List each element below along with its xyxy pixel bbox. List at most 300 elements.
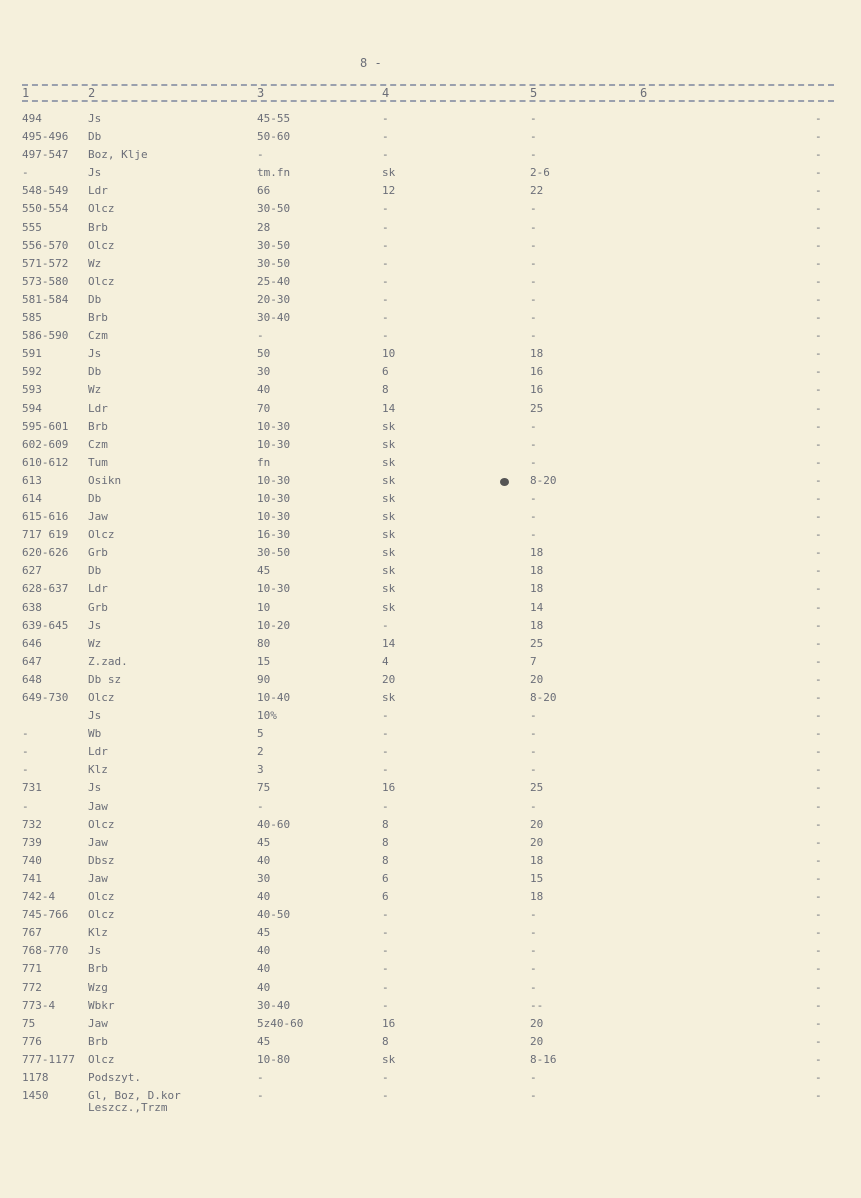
cell-c6: -	[815, 1070, 822, 1084]
cell-c6: -	[815, 329, 822, 343]
cell-c2: Js	[88, 112, 102, 125]
page-number: 8 -	[360, 56, 382, 70]
cell-c6: -	[815, 491, 822, 505]
cell-c2: Olcz	[88, 238, 115, 252]
cell-c3: 10-40	[257, 691, 291, 704]
cell-c6: -	[815, 401, 822, 415]
cell-c2: Brb	[88, 1034, 108, 1048]
cell-c6: -	[815, 1034, 822, 1048]
cell-c3: 30-50	[257, 202, 291, 216]
cell-c5: --	[530, 998, 544, 1012]
cell-c4: -	[382, 130, 389, 144]
table-row	[0, 200, 861, 218]
cell-c6: -	[815, 618, 822, 632]
cell-c4: sk	[382, 546, 396, 560]
table-row	[0, 327, 861, 345]
cell-c5: 25	[530, 636, 544, 650]
table-row	[0, 273, 861, 291]
cell-c3: -	[257, 329, 264, 343]
cell-c3: 90	[257, 672, 271, 686]
table-row	[0, 924, 861, 942]
cell-c6: -	[815, 944, 822, 958]
cell-c3: 10-30	[257, 473, 291, 487]
table-row	[0, 508, 861, 526]
cell-c1: 75	[22, 1016, 36, 1030]
table-row	[0, 345, 861, 363]
cell-c3: 25-40	[257, 274, 291, 288]
cell-c4: 14	[382, 636, 396, 650]
table-row	[0, 743, 861, 761]
cell-c4: sk	[382, 582, 396, 596]
cell-c1: 573-580	[22, 274, 69, 288]
cell-c2: Olcz	[88, 528, 115, 542]
cell-c5: -	[530, 926, 537, 940]
table-row	[0, 761, 861, 779]
cell-c1: 550-554	[22, 202, 69, 216]
table-row	[0, 1015, 861, 1033]
cell-c5: 18	[530, 853, 544, 867]
cell-c1: 767	[22, 926, 42, 940]
cell-c6: -	[815, 962, 822, 976]
cell-c5: -	[530, 274, 537, 288]
cell-c5: -	[530, 962, 537, 976]
cell-c6: -	[815, 419, 822, 433]
cell-c1: 494	[22, 112, 42, 125]
cell-c4: sk	[382, 564, 396, 578]
cell-c1: 649-730	[22, 691, 69, 704]
cell-c6: -	[815, 853, 822, 867]
cell-c4: 8	[382, 817, 389, 831]
cell-c5: -	[530, 510, 537, 524]
cell-c5: 18	[530, 546, 544, 560]
table-row	[0, 671, 861, 689]
cell-c3: 5	[257, 727, 264, 741]
cell-c5: -	[530, 238, 537, 252]
cell-c4: -	[382, 745, 389, 759]
cell-c5: 18	[530, 564, 544, 578]
cell-c4: sk	[382, 491, 396, 505]
cell-c2: Brb	[88, 220, 108, 234]
cell-c1: 741	[22, 871, 42, 885]
cell-c4: -	[382, 618, 389, 632]
cell-c5: 20	[530, 1034, 544, 1048]
cell-c5: -	[530, 528, 537, 542]
cell-c6: -	[815, 292, 822, 306]
cell-c5: 18	[530, 618, 544, 632]
cell-c5: -	[530, 256, 537, 270]
cell-c5: -	[530, 220, 537, 234]
cell-c3: fn	[257, 455, 271, 469]
cell-c2: Wz	[88, 383, 102, 397]
cell-c5: 20	[530, 672, 544, 686]
cell-c6: -	[815, 184, 822, 198]
table-row	[0, 599, 861, 617]
cell-c2: Ldr	[88, 184, 108, 198]
cell-c3: -	[257, 148, 264, 162]
cell-c2: Z.zad.	[88, 654, 128, 668]
cell-c5: -	[530, 727, 537, 741]
cell-c5: 16	[530, 383, 544, 397]
cell-c3: 10-30	[257, 491, 291, 505]
table-row	[0, 110, 861, 128]
cell-c4: -	[382, 112, 389, 125]
cell-c4: -	[382, 329, 389, 343]
cell-c5: 18	[530, 347, 544, 361]
cell-c5: 2-6	[530, 166, 550, 180]
cell-c6: -	[815, 564, 822, 578]
cell-c4: -	[382, 238, 389, 252]
cell-c1: 581-584	[22, 292, 69, 306]
cell-c5: -	[530, 311, 537, 325]
cell-c2: Brb	[88, 311, 108, 325]
cell-c6: -	[815, 817, 822, 831]
cell-c4: -	[382, 944, 389, 958]
cell-c4: -	[382, 311, 389, 325]
cell-c5: -	[530, 763, 537, 777]
cell-c1: 627	[22, 564, 42, 578]
cell-c4: sk	[382, 166, 396, 180]
cell-c5: 15	[530, 871, 544, 885]
table-row	[0, 997, 861, 1015]
cell-c2: Olcz	[88, 202, 115, 216]
cell-c2: Db	[88, 365, 102, 379]
cell-c5: -	[530, 1089, 537, 1103]
cell-c5: 18	[530, 890, 544, 904]
cell-c5: -	[530, 437, 537, 451]
cell-c1: 585	[22, 311, 42, 325]
cell-c2: Wzg	[88, 980, 108, 994]
cell-c4: 12	[382, 184, 396, 198]
table-row	[0, 309, 861, 327]
table-row	[0, 490, 861, 508]
cell-c4: 8	[382, 383, 389, 397]
cell-c2: Olcz	[88, 908, 115, 922]
cell-c4: -	[382, 926, 389, 940]
cell-c4: sk	[382, 455, 396, 469]
cell-c1: 592	[22, 365, 42, 379]
cell-c3: 75	[257, 781, 271, 795]
cell-c6: -	[815, 636, 822, 650]
cell-c1: 571-572	[22, 256, 69, 270]
cell-c3: 10-30	[257, 582, 291, 596]
cell-c5: 14	[530, 600, 544, 614]
cell-c2: Db	[88, 130, 102, 144]
column-header-3: 3	[257, 86, 265, 100]
cell-c1: 772	[22, 980, 42, 994]
cell-c3: 40-50	[257, 908, 291, 922]
cell-c2: Podszyt.	[88, 1070, 141, 1084]
cell-c3: 3	[257, 763, 264, 777]
cell-c2: Js	[88, 618, 102, 632]
cell-c4: -	[382, 1070, 389, 1084]
cell-c6: -	[815, 383, 822, 397]
cell-c1: 620-626	[22, 546, 69, 560]
cell-c5: 20	[530, 1016, 544, 1030]
cell-c5: -	[530, 202, 537, 216]
cell-c1: 717 619	[22, 528, 69, 542]
cell-c2	[88, 1090, 181, 1114]
cell-c6: -	[815, 202, 822, 216]
cell-c6: -	[815, 347, 822, 361]
cell-c3: 10-30	[257, 437, 291, 451]
table-row	[0, 834, 861, 852]
cell-c6: -	[815, 691, 822, 704]
cell-c2: Wz	[88, 636, 102, 650]
cell-c6: -	[815, 672, 822, 686]
cell-c2: Wz	[88, 256, 102, 270]
cell-c2: Wb	[88, 727, 102, 741]
cell-c6: -	[815, 654, 822, 668]
table-row	[0, 400, 861, 418]
cell-c3: 40	[257, 980, 271, 994]
table-row	[0, 291, 861, 309]
cell-c5: -	[530, 799, 537, 813]
cell-c5: 22	[530, 184, 544, 198]
cell-c3: 40	[257, 383, 271, 397]
cell-c1: 739	[22, 835, 42, 849]
cell-c1: 742-4	[22, 890, 56, 904]
cell-c3: -	[257, 1089, 264, 1103]
cell-c4: 8	[382, 853, 389, 867]
cell-c4: -	[382, 980, 389, 994]
cell-c1: 768-770	[22, 944, 69, 958]
cell-c2: Ldr	[88, 582, 108, 596]
cell-c3: -	[257, 799, 264, 813]
cell-c4: -	[382, 908, 389, 922]
cell-c2-line2: Leszcz.,Trzm	[88, 1101, 168, 1115]
table-row	[0, 635, 861, 653]
cell-c6: -	[815, 1052, 822, 1066]
cell-c1: 773-4	[22, 998, 56, 1012]
cell-c1: 594	[22, 401, 42, 415]
cell-c2: Jaw	[88, 799, 108, 813]
cell-c5: 25	[530, 781, 544, 795]
cell-c1: 495-496	[22, 130, 69, 144]
cell-c6: -	[815, 365, 822, 379]
cell-c2: Klz	[88, 763, 108, 777]
cell-c6: -	[815, 546, 822, 560]
table-row	[0, 653, 861, 671]
table-row	[0, 128, 861, 146]
cell-c3: 28	[257, 220, 271, 234]
column-header-2: 2	[88, 86, 96, 100]
cell-c6: -	[815, 1089, 822, 1103]
cell-c6: -	[815, 238, 822, 252]
cell-c2: Czm	[88, 329, 108, 343]
table-row	[0, 798, 861, 816]
cell-c5: -	[530, 908, 537, 922]
cell-c5: 20	[530, 835, 544, 849]
column-header-6: 6	[640, 86, 648, 100]
cell-c6: -	[815, 908, 822, 922]
cell-c3: 40	[257, 853, 271, 867]
cell-c2: Klz	[88, 926, 108, 940]
table-row	[0, 870, 861, 888]
table-row	[0, 580, 861, 598]
table-row	[0, 1069, 861, 1087]
cell-c6: -	[815, 799, 822, 813]
cell-c4: -	[382, 202, 389, 216]
cell-c4: sk	[382, 510, 396, 524]
cell-c2: Osikn	[88, 473, 122, 487]
cell-c6: -	[815, 763, 822, 777]
cell-c3: 16-30	[257, 528, 291, 542]
cell-c2: Js	[88, 347, 102, 361]
cell-c2: Js	[88, 781, 102, 795]
cell-c4: 16	[382, 781, 396, 795]
cell-c3: 20-30	[257, 292, 291, 306]
cell-c4: sk	[382, 473, 396, 487]
cell-c3: 2	[257, 745, 264, 759]
cell-c5: 25	[530, 401, 544, 415]
table-row	[0, 617, 861, 635]
cell-c5: 8-20	[530, 691, 557, 704]
table-row	[0, 454, 861, 472]
cell-c1: 593	[22, 383, 42, 397]
cell-c3: 45	[257, 835, 271, 849]
cell-c2: Db	[88, 292, 102, 306]
cell-c3: 30-50	[257, 238, 291, 252]
table-row	[0, 906, 861, 924]
cell-c6: -	[815, 582, 822, 596]
cell-c3: 40-60	[257, 817, 291, 831]
cell-c5: 7	[530, 654, 537, 668]
cell-c4: sk	[382, 600, 396, 614]
cell-c3: 45	[257, 926, 271, 940]
cell-c2: Db	[88, 491, 102, 505]
cell-c2: Jaw	[88, 1016, 108, 1030]
cell-c3: 15	[257, 654, 271, 668]
table-row	[0, 363, 861, 381]
cell-c1: 777-1177	[22, 1052, 75, 1066]
cell-c1: 745-766	[22, 908, 69, 922]
cell-c1: 602-609	[22, 437, 69, 451]
cell-c3: 66	[257, 184, 271, 198]
ink-blot	[500, 478, 509, 486]
cell-c2: Db sz	[88, 672, 122, 686]
cell-c6: -	[815, 980, 822, 994]
cell-c4: -	[382, 220, 389, 234]
cell-c3: 45	[257, 564, 271, 578]
cell-c6: -	[815, 437, 822, 451]
cell-c4: 14	[382, 401, 396, 415]
cell-c2: Olcz	[88, 691, 115, 704]
table-row	[0, 255, 861, 273]
cell-c4: 10	[382, 347, 396, 361]
table-row	[0, 436, 861, 454]
cell-c6: -	[815, 926, 822, 940]
cell-c4: 8	[382, 1034, 389, 1048]
cell-c6: -	[815, 455, 822, 469]
column-header-5: 5	[530, 86, 538, 100]
cell-c1: 556-570	[22, 238, 69, 252]
cell-c3: 40	[257, 944, 271, 958]
cell-c4: -	[382, 256, 389, 270]
cell-c2: Ldr	[88, 401, 108, 415]
cell-c2: Brb	[88, 419, 108, 433]
cell-c5: -	[530, 944, 537, 958]
table-row	[0, 1051, 861, 1069]
cell-c2: Olcz	[88, 274, 115, 288]
cell-c1: 639-645	[22, 618, 69, 632]
cell-c3: 45	[257, 1034, 271, 1048]
cell-c4: 6	[382, 365, 389, 379]
cell-c1: 731	[22, 781, 42, 795]
cell-c1: 610-612	[22, 455, 69, 469]
cell-c4: sk	[382, 437, 396, 451]
cell-c4: -	[382, 763, 389, 777]
cell-c1: -	[22, 166, 29, 180]
cell-c3: 30	[257, 871, 271, 885]
table-row	[0, 146, 861, 164]
cell-c1: -	[22, 727, 29, 741]
table-row	[0, 1087, 861, 1117]
cell-c3: 30-40	[257, 998, 291, 1012]
cell-c5: -	[530, 980, 537, 994]
cell-c6: -	[815, 528, 822, 542]
cell-c3: tm.fn	[257, 166, 291, 180]
cell-c3: 30-50	[257, 546, 291, 560]
cell-c6: -	[815, 600, 822, 614]
cell-c5: -	[530, 709, 537, 723]
cell-c4: -	[382, 962, 389, 976]
cell-c1: 776	[22, 1034, 42, 1048]
column-header-4: 4	[382, 86, 390, 100]
cell-c3: 80	[257, 636, 271, 650]
cell-c2: Boz, Klje	[88, 148, 148, 162]
cell-c3: 40	[257, 890, 271, 904]
cell-c6: -	[815, 871, 822, 885]
cell-c2: Jaw	[88, 510, 108, 524]
cell-c1: -	[22, 799, 29, 813]
cell-c4: 6	[382, 890, 389, 904]
cell-c1: -	[22, 745, 29, 759]
cell-c2: Tum	[88, 455, 108, 469]
cell-c5: 16	[530, 365, 544, 379]
cell-c3: 30-40	[257, 311, 291, 325]
table-row	[0, 562, 861, 580]
table-row	[0, 237, 861, 255]
cell-c1: 740	[22, 853, 42, 867]
cell-c1: 497-547	[22, 148, 69, 162]
cell-c4: sk	[382, 528, 396, 542]
cell-c1: 595-601	[22, 419, 69, 433]
cell-c3: 30-50	[257, 256, 291, 270]
cell-c3: 10-30	[257, 510, 291, 524]
cell-c4: -	[382, 1089, 389, 1103]
table-row	[0, 472, 861, 490]
cell-c2: Brb	[88, 962, 108, 976]
cell-c4: sk	[382, 691, 396, 704]
cell-c6: -	[815, 745, 822, 759]
cell-c5: -	[530, 745, 537, 759]
cell-c5: -	[530, 1070, 537, 1084]
cell-c1: 638	[22, 600, 42, 614]
cell-c4: 8	[382, 835, 389, 849]
cell-c2: Dbsz	[88, 853, 115, 867]
cell-c2: Jaw	[88, 835, 108, 849]
cell-c3: 40	[257, 962, 271, 976]
cell-c6: -	[815, 998, 822, 1012]
cell-c2: Czm	[88, 437, 108, 451]
cell-c4: sk	[382, 419, 396, 433]
cell-c1: 555	[22, 220, 42, 234]
cell-c2: Olcz	[88, 1052, 115, 1066]
cell-c1: 613	[22, 473, 42, 487]
cell-c1: 586-590	[22, 329, 69, 343]
table-row	[0, 707, 861, 725]
cell-c4: -	[382, 274, 389, 288]
